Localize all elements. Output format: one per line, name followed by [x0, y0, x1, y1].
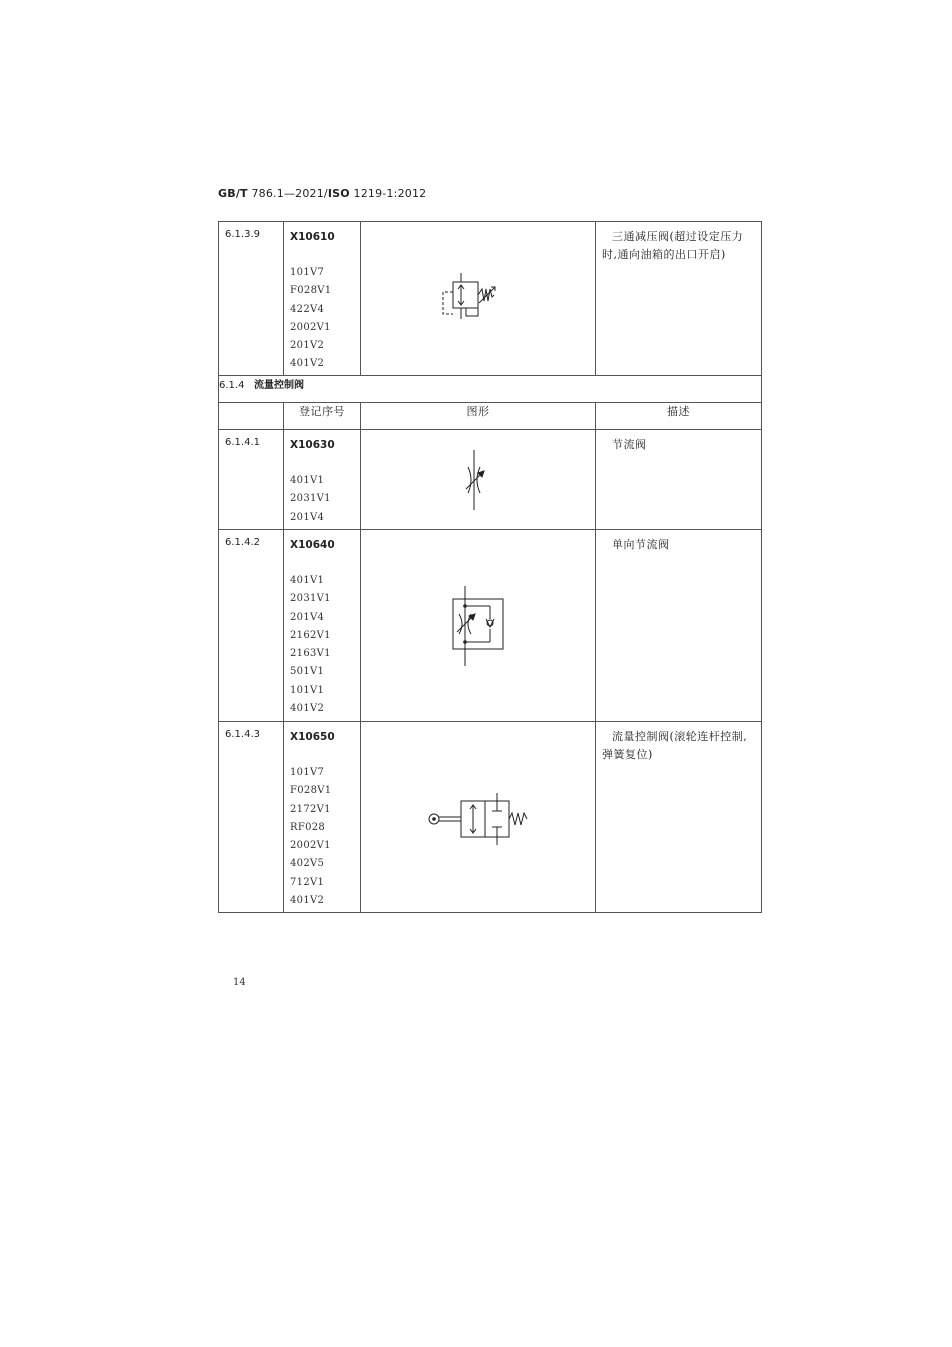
registration-code: RF028: [290, 821, 326, 833]
registration-code: 2031V1: [290, 493, 331, 505]
section-title: 流量控制阀: [254, 380, 304, 391]
registration-code: 401V2: [290, 703, 325, 715]
description-text: 流量控制阀(滚轮连杆控制,弹簧复位): [602, 730, 748, 761]
registration-cell: [284, 530, 361, 722]
section-row: [219, 376, 762, 403]
standard-number: 786.1—2021/: [251, 187, 328, 200]
registration-code: 2162V1: [290, 629, 331, 641]
registration-cell: [284, 222, 361, 376]
registration-code: 2031V1: [290, 593, 331, 605]
figure-cell: [361, 430, 596, 530]
registration-code: 422V4: [290, 303, 325, 315]
registration-code: 101V1: [290, 684, 325, 696]
registration-main: X10610: [290, 231, 335, 243]
figure-cell: [361, 222, 596, 376]
column-header-registration: 登记序号: [284, 403, 361, 430]
registration-code: 401V1: [290, 575, 325, 586]
row-number: 6.1.3.9: [219, 222, 284, 376]
section-number: 6.1.4: [219, 380, 245, 391]
description-text: 节流阀: [612, 438, 647, 451]
description-cell: [596, 430, 762, 530]
roller-flow-control-valve-icon: [423, 787, 533, 847]
registration-main: X10640: [290, 539, 335, 551]
registration-code: 2172V1: [290, 803, 331, 815]
throttle-valve-icon: [453, 445, 503, 515]
row-number: 6.1.4.2: [219, 530, 284, 722]
registration-main: X10630: [290, 439, 335, 451]
page-number: 14: [233, 977, 246, 988]
symbol-table: [218, 221, 762, 913]
registration-code: 501V1: [290, 666, 325, 678]
column-header-number: [219, 403, 284, 430]
three-way-pressure-reducing-valve-icon: [438, 269, 518, 329]
registration-code: 101V7: [290, 267, 325, 278]
registration-code: 401V2: [290, 895, 325, 907]
section-heading: [219, 376, 762, 403]
registration-code: F028V1: [290, 785, 332, 797]
registration-code: 401V2: [290, 358, 325, 370]
description-text: 单向节流阀: [612, 538, 670, 551]
registration-code: 201V4: [290, 511, 325, 523]
row-number: 6.1.4.1: [219, 430, 284, 530]
row-number: 6.1.4.3: [219, 722, 284, 913]
standard-prefix: GB/T: [218, 187, 248, 200]
iso-number: 1219-1:2012: [353, 187, 427, 200]
description-text: 三通减压阀(超过设定压力时,通向油箱的出口开启): [602, 230, 744, 261]
registration-code: 2002V1: [290, 840, 331, 852]
registration-code: 201V2: [290, 340, 325, 352]
registration-cell: [284, 722, 361, 913]
table-row: [219, 430, 762, 530]
registration-main: X10650: [290, 731, 335, 743]
table-row: [219, 222, 762, 376]
iso-prefix: ISO: [327, 187, 350, 200]
column-header-row: [219, 403, 762, 430]
description-cell: [596, 722, 762, 913]
document-header: [218, 187, 426, 200]
registration-code: 201V4: [290, 611, 325, 623]
registration-code: 712V1: [290, 876, 325, 888]
description-cell: [596, 222, 762, 376]
registration-code: 401V1: [290, 475, 325, 486]
figure-cell: [361, 722, 596, 913]
one-way-throttle-valve-icon: [443, 584, 513, 668]
registration-cell: [284, 430, 361, 530]
column-header-description: 描述: [596, 403, 762, 430]
figure-cell: [361, 530, 596, 722]
column-header-figure: 图形: [361, 403, 596, 430]
table-row: [219, 530, 762, 722]
registration-code: 402V5: [290, 858, 325, 870]
registration-code: F028V1: [290, 285, 332, 297]
registration-code: 101V7: [290, 767, 325, 778]
registration-code: 2002V1: [290, 321, 331, 333]
registration-code: 2163V1: [290, 648, 331, 660]
table-row: [219, 722, 762, 913]
description-cell: [596, 530, 762, 722]
